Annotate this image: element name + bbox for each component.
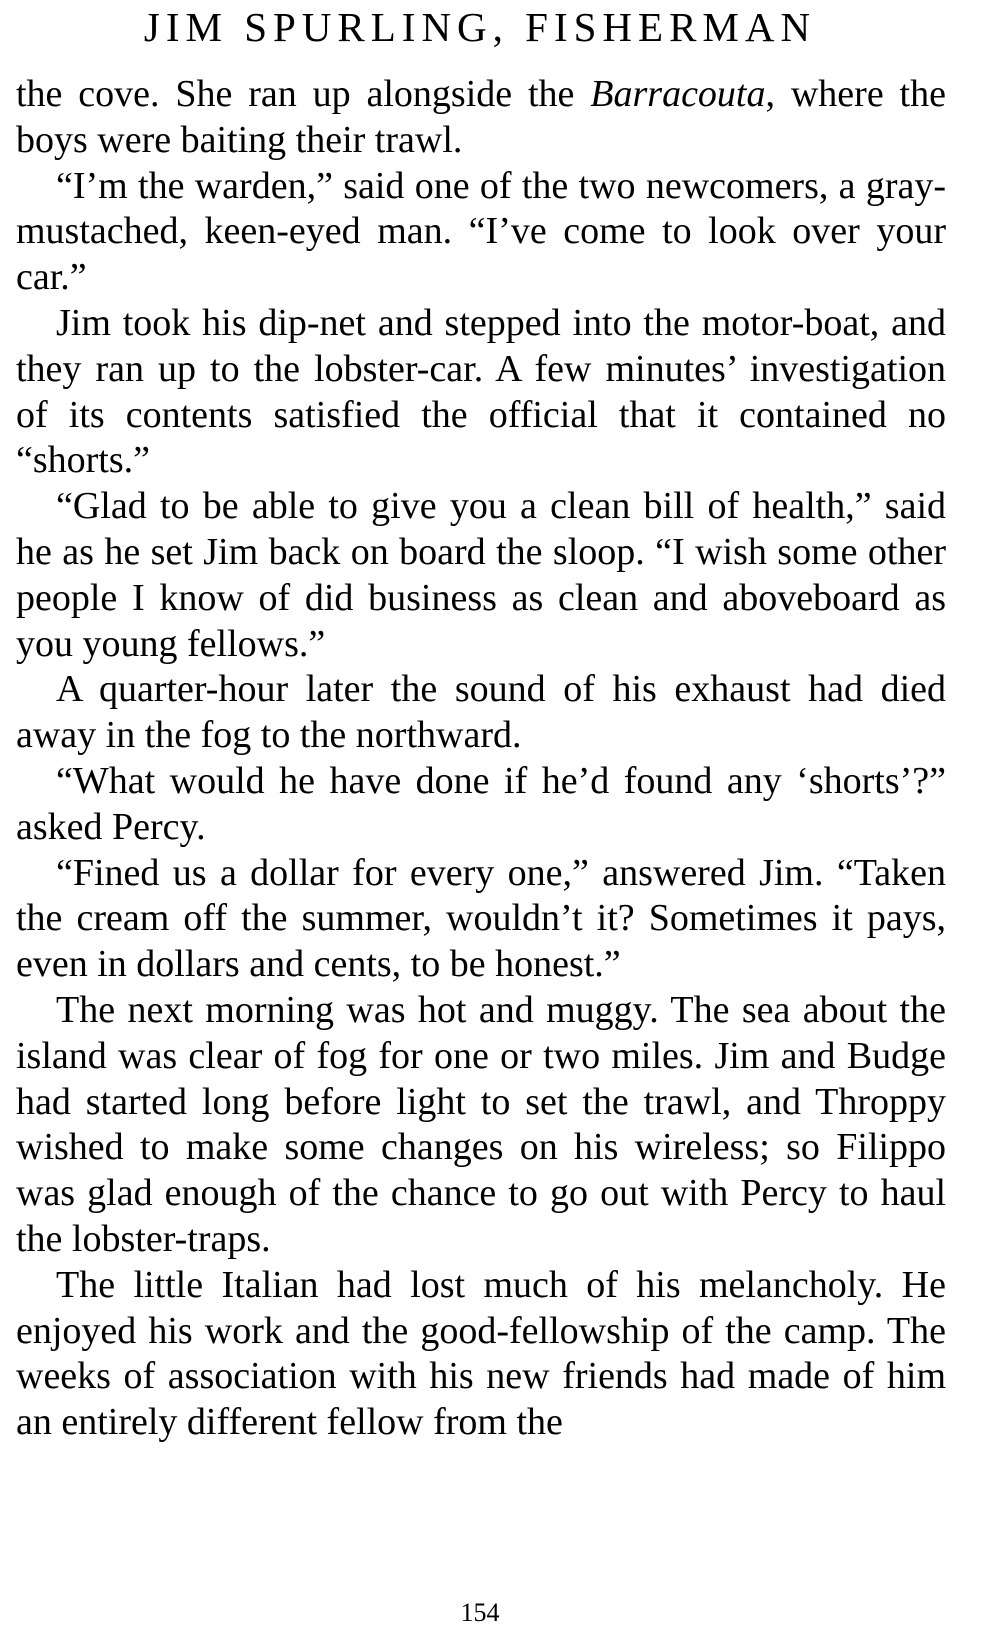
paragraph-3: Jim took his dip-net and stepped into the motor-boat, and they ran up to the lobster-car. A few minutes’ investigation of its contents satisfied the official that it contained no “shorts.” <box>16 301 946 482</box>
paragraph-1-after: , where the boys were baiting their trawl. <box>16 73 946 161</box>
paragraph-9: The little Italian had lost much of his melancholy. He enjoyed his work and the good-fellowship of the camp. The weeks of association with his new friends had made of him an entirely different fellow from the <box>16 1263 946 1444</box>
paragraph-6: “What would he have done if he’d found any ‘shorts’?” asked Percy. <box>16 759 946 848</box>
paragraph-1-before: the cove. She ran up alongside the <box>16 73 591 115</box>
paragraph-5: A quarter-hour later the sound of his exhaust had died away in the fog to the northward. <box>16 668 946 757</box>
paragraph-1 <box>16 72 946 164</box>
paragraph-8: The next morning was hot and muggy. The sea about the island was clear of fog for one or two miles. Jim and Budge had started long before light to set the trawl, and Throppy wished to make some changes on his wireless; so Filippo was glad enough of the chance to go out with Percy to haul the lobster-traps. <box>16 988 946 1260</box>
page-number: 154 <box>460 1598 500 1627</box>
paragraph-2: “I’m the warden,” said one of the two newcomers, a gray-mustached, keen-eyed man. “I’ve come to look over your car.” <box>16 164 946 299</box>
running-head: JIM SPURLING, FISHERMAN <box>143 4 817 50</box>
boat-name-italic: Barracouta <box>590 73 766 115</box>
paragraph-7: “Fined us a dollar for every one,” answered Jim. “Taken the cream off the summer, wouldn’t it? Sometimes it pays, even in dollars and cents, to be honest.” <box>16 851 946 986</box>
body-text <box>16 72 946 1446</box>
paragraph-4: “Glad to be able to give you a clean bill of health,” said he as he set Jim back on board the sloop. “I wish some other people I know of did business as clean and aboveboard as you young fellows.” <box>16 485 946 665</box>
